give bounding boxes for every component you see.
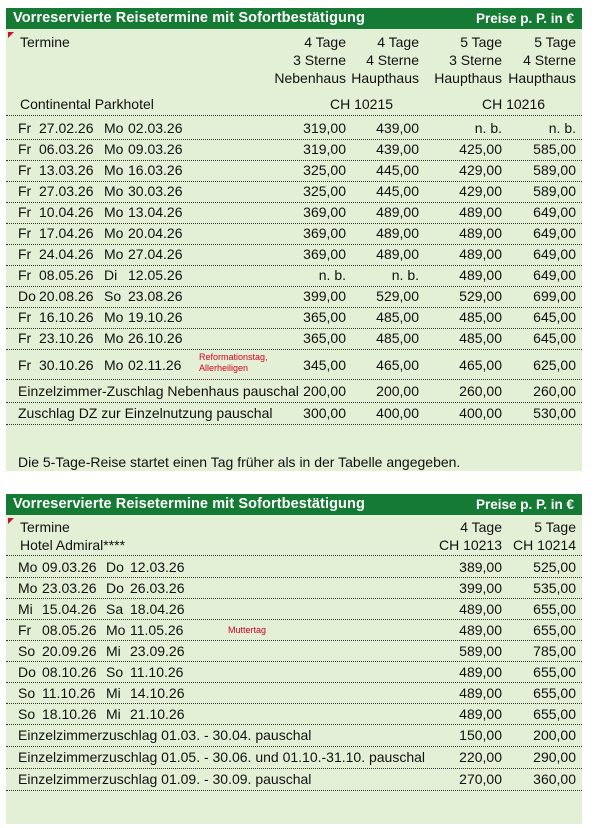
surcharge-label: Zuschlag DZ zur Einzelnutzung pauschal	[18, 405, 273, 421]
date-end: 30.03.26	[128, 183, 183, 199]
price-cell: 429,00	[459, 183, 502, 199]
date-end: 18.04.26	[130, 601, 185, 617]
footnote: Die 5-Tage-Reise startet einen Tag früher als in der Tabelle angegeben.	[18, 454, 461, 470]
price-cell: 445,00	[376, 162, 419, 178]
price-cell: 369,00	[303, 246, 346, 262]
price-cell: 400,00	[376, 405, 419, 421]
price-cell: 260,00	[459, 383, 502, 399]
date-start: 10.04.26	[39, 204, 94, 220]
date-end: 23.08.26	[128, 288, 183, 304]
price-cell: 400,00	[459, 405, 502, 421]
col-header: 3 Sterne	[449, 52, 502, 68]
price-cell: 325,00	[303, 162, 346, 178]
table-row	[6, 181, 582, 203]
price-cell: 425,00	[459, 141, 502, 157]
weekday-end: Mo	[104, 330, 124, 346]
table-row	[6, 683, 582, 704]
price-cell: 445,00	[376, 183, 419, 199]
date-start: 16.10.26	[39, 309, 94, 325]
date-start: 15.04.26	[42, 601, 97, 617]
date-start: 30.10.26	[39, 357, 94, 373]
date-end: 23.09.26	[130, 643, 185, 659]
price-cell: 529,00	[459, 288, 502, 304]
date-start: 18.10.26	[42, 706, 97, 722]
surcharge-row	[6, 403, 582, 425]
price-cell: 645,00	[533, 330, 576, 346]
price-cell: 369,00	[303, 204, 346, 220]
date-end: 12.03.26	[130, 559, 185, 575]
price-cell: 655,00	[533, 622, 576, 638]
price-cell: 655,00	[533, 685, 576, 701]
price-cell: 200,00	[303, 383, 346, 399]
weekday-start: Mo	[18, 580, 38, 596]
price-cell: 649,00	[533, 204, 576, 220]
hotel-name: Continental Parkhotel	[20, 96, 154, 112]
date-start: 27.03.26	[39, 183, 94, 199]
date-end: 19.10.26	[128, 309, 183, 325]
weekday-end: Mo	[104, 141, 124, 157]
date-start: 08.10.26	[42, 664, 97, 680]
price-cell: 625,00	[533, 357, 576, 373]
weekday-end: Mi	[106, 685, 121, 701]
col-header: 4 Sterne	[366, 52, 419, 68]
weekday-start: Fr	[18, 141, 32, 157]
weekday-end: Mo	[104, 225, 124, 241]
holiday-note: Allerheiligen	[199, 363, 249, 373]
price-cell: 465,00	[459, 357, 502, 373]
weekday-start: Fr	[18, 120, 32, 136]
weekday-end: So	[106, 664, 124, 680]
tour-code: CH 10215	[330, 96, 394, 112]
price-cell: 485,00	[376, 309, 419, 325]
price-cell: 465,00	[376, 357, 419, 373]
price-cell: 489,00	[459, 664, 502, 680]
corner-marker-icon	[8, 32, 14, 38]
surcharge-label: Einzelzimmerzuschlag 01.09. - 30.09. pauschal	[18, 771, 312, 787]
weekday-end: Do	[106, 559, 124, 575]
price-cell: 200,00	[376, 383, 419, 399]
col-header: 5 Tage	[534, 34, 576, 50]
table-row	[6, 620, 582, 641]
price-table-continental	[6, 8, 582, 471]
weekday-end: Mi	[106, 706, 121, 722]
date-start: 17.04.26	[39, 225, 94, 241]
weekday-start: Fr	[18, 267, 32, 283]
table-title: Vorreservierte Reisetermine mit Sofortbestätigung	[13, 496, 365, 512]
table-row	[6, 349, 582, 380]
price-cell: n. b.	[548, 120, 576, 136]
weekday-start: Fr	[18, 225, 32, 241]
date-start: 09.03.26	[42, 559, 97, 575]
weekday-start: Fr	[18, 622, 32, 638]
price-cell: 589,00	[533, 183, 576, 199]
row-divider	[6, 555, 582, 556]
date-end: 21.10.26	[130, 706, 185, 722]
weekday-end: Do	[106, 580, 124, 596]
price-cell: 365,00	[303, 309, 346, 325]
price-cell: 270,00	[459, 771, 502, 787]
price-cell: 200,00	[533, 727, 576, 743]
corner-marker-icon	[8, 518, 14, 524]
surcharge-row	[6, 381, 582, 403]
tour-code: CH 10216	[482, 96, 546, 112]
col-header: Haupthaus	[351, 70, 419, 86]
price-cell: 535,00	[533, 580, 576, 596]
price-cell: 589,00	[533, 162, 576, 178]
weekday-start: Fr	[18, 204, 32, 220]
surcharge-row	[6, 725, 582, 747]
price-cell: 489,00	[459, 204, 502, 220]
price-cell: 290,00	[533, 749, 576, 765]
weekday-end: Mo	[104, 357, 124, 373]
weekday-start: So	[18, 706, 36, 722]
price-cell: 489,00	[459, 685, 502, 701]
table-row	[6, 704, 582, 725]
holiday-note: Muttertag	[228, 625, 267, 635]
date-end: 02.11.26	[128, 357, 182, 373]
date-end: 11.05.26	[130, 622, 184, 638]
price-cell: 655,00	[533, 706, 576, 722]
col-header: 5 Tage	[534, 519, 576, 535]
price-cell: 260,00	[533, 383, 576, 399]
weekday-start: Fr	[18, 162, 32, 178]
price-cell: 489,00	[376, 204, 419, 220]
price-cell: 489,00	[459, 225, 502, 241]
price-cell: 649,00	[533, 246, 576, 262]
price-cell: 585,00	[533, 141, 576, 157]
col-header: Haupthaus	[434, 70, 502, 86]
price-cell: 489,00	[459, 267, 502, 283]
price-cell: 525,00	[533, 559, 576, 575]
date-end: 16.03.26	[128, 162, 183, 178]
price-cell: 325,00	[303, 183, 346, 199]
price-cell: 220,00	[459, 749, 502, 765]
weekday-end: Mo	[104, 246, 124, 262]
col-header: Nebenhaus	[274, 70, 346, 86]
price-cell: 529,00	[376, 288, 419, 304]
table-row	[6, 599, 582, 620]
price-cell: 360,00	[533, 771, 576, 787]
price-cell: 485,00	[459, 309, 502, 325]
date-start: 08.05.26	[39, 267, 94, 283]
table-header-bar	[6, 494, 582, 515]
table-row	[6, 578, 582, 599]
price-cell: 439,00	[376, 120, 419, 136]
weekday-end: Sa	[106, 601, 124, 617]
col-header: 4 Tage	[304, 34, 346, 50]
price-cell: 699,00	[533, 288, 576, 304]
price-cell: 389,00	[459, 559, 502, 575]
date-end: 14.10.26	[130, 685, 185, 701]
price-cell: n. b.	[391, 267, 419, 283]
weekday-end: Mo	[106, 622, 126, 638]
table-row	[6, 202, 582, 224]
date-end: 27.04.26	[128, 246, 183, 262]
price-cell: 345,00	[303, 357, 346, 373]
weekday-start: Fr	[18, 330, 32, 346]
weekday-end: Mo	[104, 309, 124, 325]
price-cell: 489,00	[376, 246, 419, 262]
table-row	[6, 286, 582, 308]
date-end: 09.03.26	[128, 141, 183, 157]
col-header: 4 Tage	[377, 34, 419, 50]
hotel-name: Hotel Admiral****	[20, 537, 126, 553]
col-header: 3 Sterne	[293, 52, 346, 68]
date-end: 02.03.26	[128, 120, 183, 136]
price-cell: 489,00	[459, 601, 502, 617]
table-row	[6, 307, 582, 329]
price-cell: 399,00	[459, 580, 502, 596]
price-cell: 489,00	[459, 246, 502, 262]
termine-label: Termine	[20, 34, 70, 50]
row-divider	[6, 115, 582, 116]
surcharge-row	[6, 747, 582, 769]
table-row	[6, 160, 582, 182]
weekday-end: Di	[104, 267, 118, 283]
weekday-start: Mi	[18, 601, 33, 617]
weekday-start: Do	[18, 288, 36, 304]
date-start: 27.02.26	[39, 120, 94, 136]
price-cell: 589,00	[459, 643, 502, 659]
col-header: 4 Tage	[460, 519, 502, 535]
termine-label: Termine	[20, 519, 70, 535]
table-row	[6, 662, 582, 683]
table-row	[6, 641, 582, 662]
date-start: 20.09.26	[42, 643, 97, 659]
table-row	[6, 265, 582, 287]
price-cell: 439,00	[376, 141, 419, 157]
price-cell: 489,00	[459, 706, 502, 722]
weekday-end: Mo	[104, 120, 124, 136]
weekday-end: Mo	[104, 183, 124, 199]
price-cell: 365,00	[303, 330, 346, 346]
surcharge-label: Einzelzimmerzuschlag 01.05. - 30.06. und 01.10.-31.10. pauschal	[18, 749, 426, 765]
weekday-start: Fr	[18, 246, 32, 262]
price-cell: 649,00	[533, 267, 576, 283]
date-end: 26.03.26	[130, 580, 185, 596]
surcharge-label: Einzelzimmerzuschlag 01.03. - 30.04. pauschal	[18, 727, 312, 743]
table-row	[6, 244, 582, 266]
surcharge-row	[6, 769, 582, 791]
weekday-end: So	[104, 288, 122, 304]
price-cell: n. b.	[474, 120, 502, 136]
price-cell: 399,00	[303, 288, 346, 304]
date-end: 26.10.26	[128, 330, 183, 346]
price-cell: 655,00	[533, 601, 576, 617]
date-start: 20.08.26	[39, 288, 94, 304]
price-cell: 319,00	[303, 141, 346, 157]
weekday-start: Do	[18, 664, 36, 680]
holiday-note: Reformationstag,	[199, 352, 268, 362]
date-start: 11.10.26	[42, 685, 96, 701]
price-cell: 489,00	[376, 225, 419, 241]
weekday-start: Mo	[18, 559, 38, 575]
price-cell: 649,00	[533, 225, 576, 241]
price-note: Preise p. P. in €	[475, 11, 574, 26]
price-cell: 485,00	[459, 330, 502, 346]
price-cell: 655,00	[533, 664, 576, 680]
date-end: 11.10.26	[130, 664, 184, 680]
surcharge-label: Einzelzimmer-Zuschlag Nebenhaus pauschal	[18, 383, 299, 399]
table-row	[6, 223, 582, 245]
date-end: 20.04.26	[128, 225, 183, 241]
date-start: 23.10.26	[39, 330, 94, 346]
price-table-admiral	[6, 494, 582, 824]
price-cell: 645,00	[533, 309, 576, 325]
col-header: Haupthaus	[508, 70, 576, 86]
weekday-end: Mo	[104, 204, 124, 220]
date-start: 13.03.26	[39, 162, 94, 178]
date-end: 12.05.26	[128, 267, 183, 283]
price-cell: 429,00	[459, 162, 502, 178]
weekday-end: Mo	[104, 162, 124, 178]
date-end: 13.04.26	[128, 204, 183, 220]
weekday-start: So	[18, 685, 36, 701]
tour-code: CH 10214	[512, 537, 576, 553]
date-start: 24.04.26	[39, 246, 94, 262]
price-cell: 785,00	[533, 643, 576, 659]
price-cell: 300,00	[303, 405, 346, 421]
price-cell: 150,00	[459, 727, 502, 743]
date-start: 08.05.26	[42, 622, 97, 638]
table-row	[6, 139, 582, 161]
table-row	[6, 328, 582, 350]
price-cell: n. b.	[318, 267, 346, 283]
table-row	[6, 557, 582, 578]
table-title: Vorreservierte Reisetermine mit Sofortbestätigung	[13, 10, 365, 26]
price-cell: 530,00	[533, 405, 576, 421]
weekday-start: Fr	[18, 183, 32, 199]
weekday-end: Mi	[106, 643, 121, 659]
table-row	[6, 118, 582, 140]
price-note: Preise p. P. in €	[475, 497, 574, 512]
price-cell: 489,00	[459, 622, 502, 638]
price-cell: 319,00	[303, 120, 346, 136]
tour-code: CH 10213	[438, 537, 502, 553]
date-start: 06.03.26	[39, 141, 94, 157]
weekday-start: Fr	[18, 309, 32, 325]
weekday-start: So	[18, 643, 36, 659]
col-header: 4 Sterne	[523, 52, 576, 68]
weekday-start: Fr	[18, 357, 32, 373]
price-cell: 369,00	[303, 225, 346, 241]
table-header-bar	[6, 8, 582, 29]
col-header: 5 Tage	[460, 34, 502, 50]
date-start: 23.03.26	[42, 580, 97, 596]
price-cell: 485,00	[376, 330, 419, 346]
